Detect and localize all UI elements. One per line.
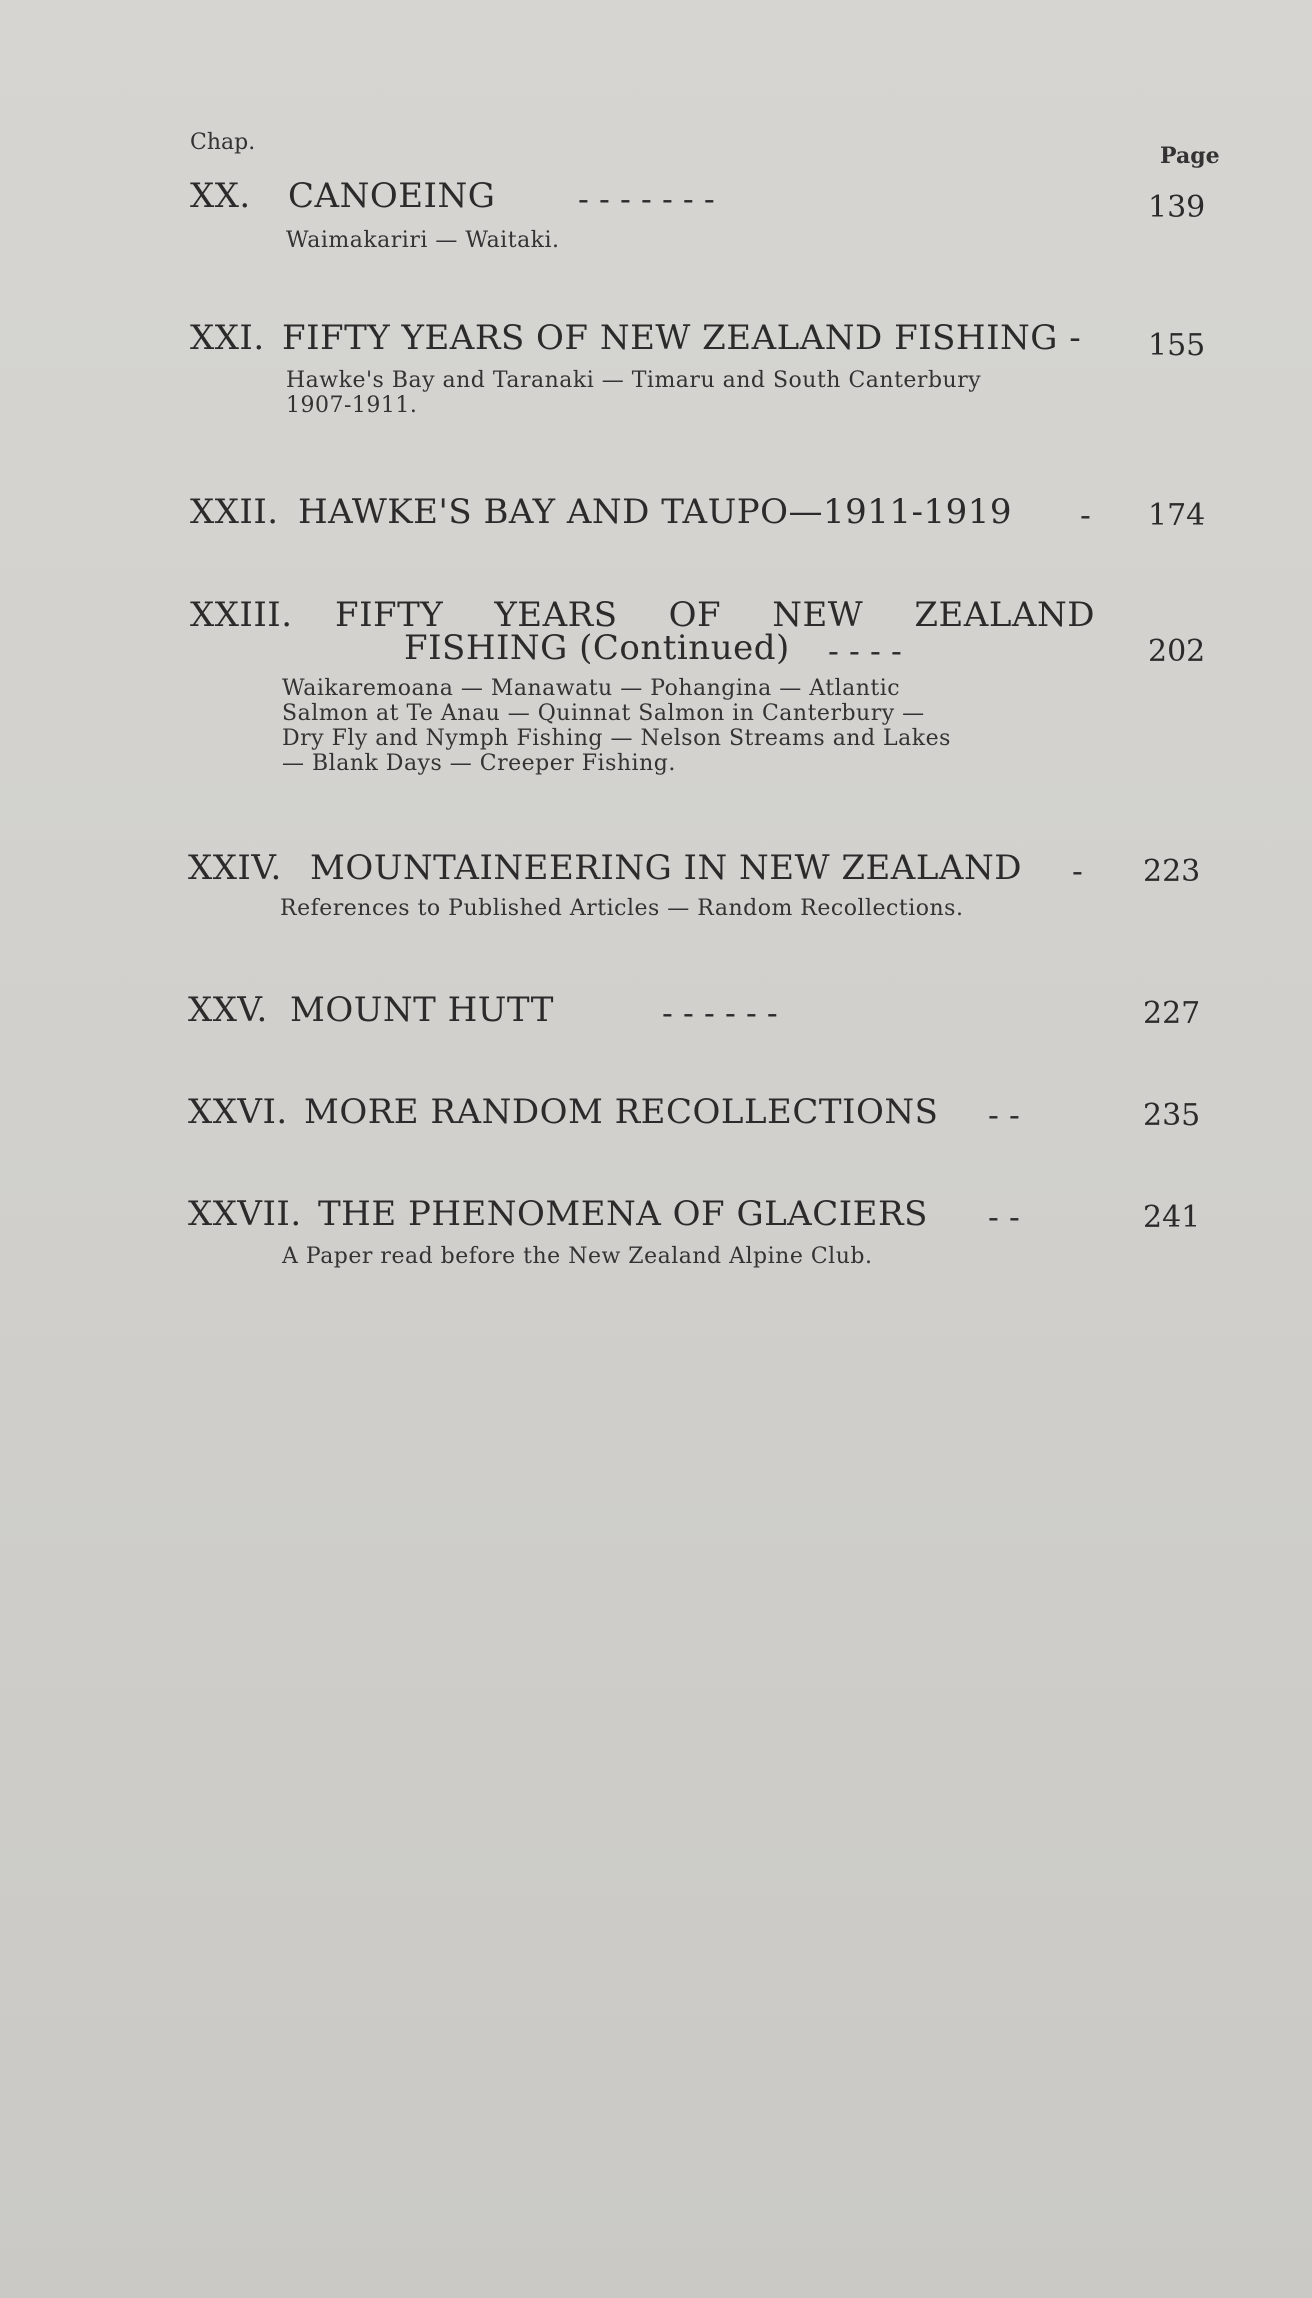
description-line: Waimakariri — Waitaki. (286, 228, 560, 253)
chapter-number: XXIV. (188, 848, 282, 888)
page-number: 223 (1143, 854, 1201, 889)
description-line: Waikaremoana — Manawatu — Pohangina — Atlantic (282, 676, 901, 701)
page-number: 227 (1143, 996, 1201, 1031)
description-line: Dry Fly and Nymph Fishing — Nelson Streams and Lakes (282, 726, 951, 751)
title-word: ZEALAND (914, 595, 1095, 635)
dot-leaders: - - - - - - - (578, 180, 715, 218)
chapter-description (286, 228, 560, 253)
title-word: FIFTY (335, 595, 444, 635)
page-column-header: Page (1160, 143, 1220, 169)
chapter-number: XXVII. (188, 1194, 302, 1234)
page-number: 235 (1143, 1098, 1201, 1133)
description-line: — Blank Days — Creeper Fishing. (282, 751, 676, 776)
chapter-description (282, 1244, 872, 1269)
description-line: 1907-1911. (286, 393, 418, 418)
chapter-description (280, 896, 963, 921)
chapter-title: FIFTY YEARS OF NEW ZEALAND FISHING - (282, 318, 1082, 358)
chapter-description (286, 368, 981, 418)
dot-leaders: - - (988, 1096, 1020, 1134)
page-number: 202 (1148, 634, 1206, 669)
title-word: YEARS (494, 595, 618, 635)
page-number: 241 (1143, 1200, 1201, 1235)
chapter-number: XXII. (190, 492, 279, 532)
dot-leaders: - - - - (828, 632, 902, 670)
description-line: A Paper read before the New Zealand Alpine Club. (282, 1244, 873, 1269)
description-line: Hawke's Bay and Taranaki — Timaru and South Canterbury (286, 368, 982, 393)
description-line: Salmon at Te Anau — Quinnat Salmon in Canterbury — (282, 701, 925, 726)
chapter-title: MORE RANDOM RECOLLECTIONS (304, 1092, 939, 1132)
chapter-title: MOUNT HUTT (290, 990, 554, 1030)
chapter-number: XXV. (188, 990, 268, 1030)
dot-leaders: - - (988, 1198, 1020, 1236)
chapter-title: HAWKE'S BAY AND TAUPO—1911-1919 (298, 492, 1013, 532)
page-number: 174 (1148, 498, 1206, 533)
chapter-number: XXIII. (190, 595, 293, 635)
chapter-title: CANOEING (288, 176, 496, 216)
chapter-number: XXI. (190, 318, 265, 358)
chapter-title: THE PHENOMENA OF GLACIERS (318, 1194, 928, 1234)
page-number: 139 (1148, 190, 1206, 225)
chap-column-header: Chap. (190, 130, 256, 155)
dot-leaders: - (1072, 852, 1083, 890)
chapter-title-line-2: FISHING (Continued) (404, 628, 790, 668)
description-line: References to Published Articles — Random Recollections. (280, 896, 964, 921)
chapter-title: MOUNTAINEERING IN NEW ZEALAND (310, 848, 1022, 888)
chapter-number: XX. (190, 176, 251, 216)
title-word: OF (668, 595, 722, 635)
page-number: 155 (1148, 328, 1206, 363)
chapter-number: XXVI. (188, 1092, 288, 1132)
dot-leaders: - - - - - - (662, 994, 778, 1032)
chapter-description (282, 676, 1098, 776)
dot-leaders: - (1080, 496, 1091, 534)
title-word: NEW (772, 595, 864, 635)
